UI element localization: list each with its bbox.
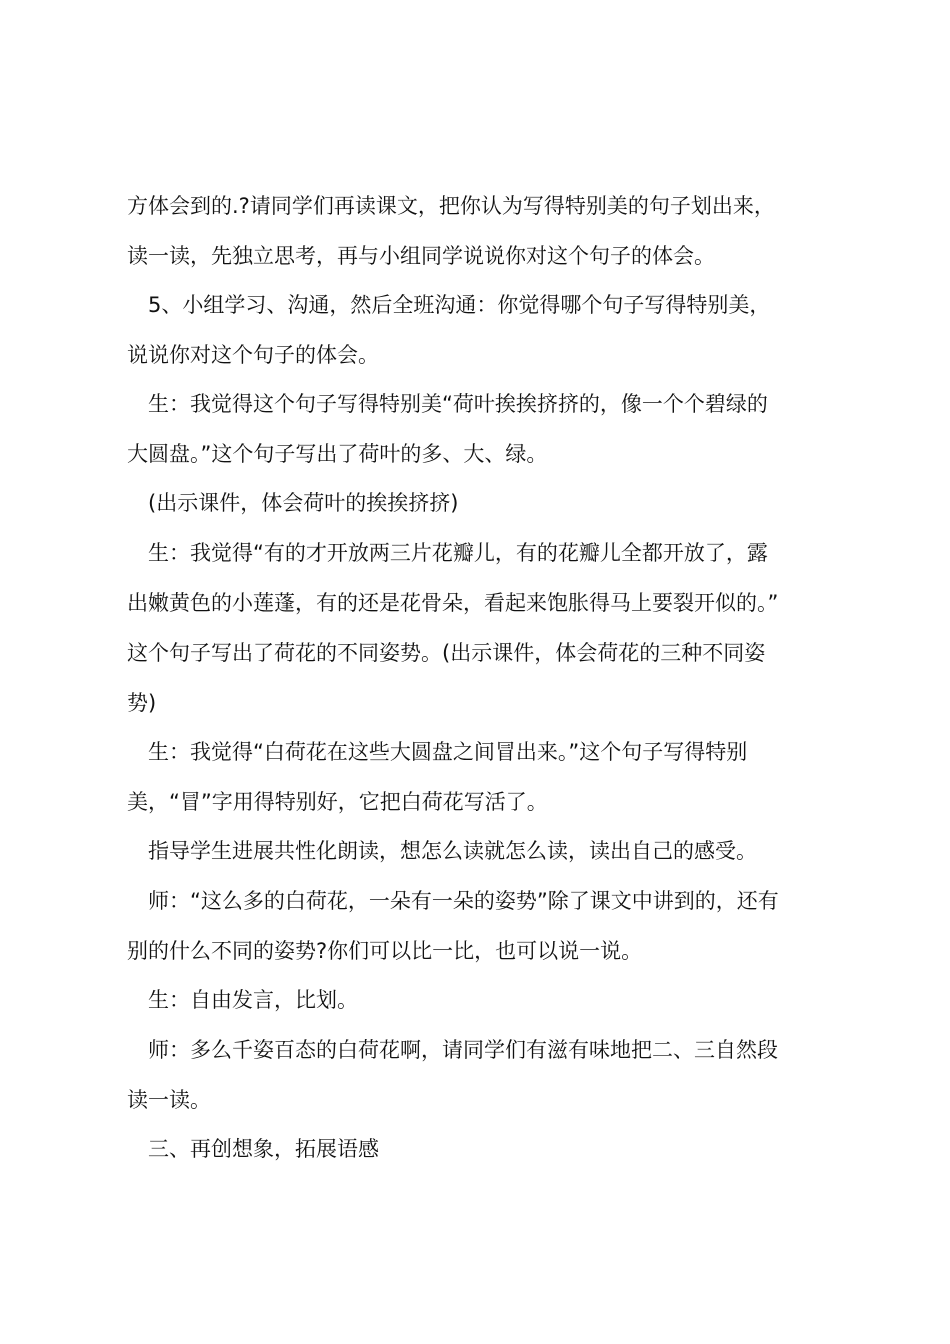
text-line: 师：多么千姿百态的白荷花啊，请同学们有滋有味地把二、三自然段 bbox=[127, 1038, 778, 1062]
text-line: 说说你对这个句子的体会。 bbox=[127, 343, 379, 367]
paragraph-11 bbox=[127, 1124, 833, 1174]
text-line: 这个句子写出了荷花的不同姿势。(出示课件，体会荷花的三种不同姿 bbox=[127, 641, 766, 665]
paragraph-8 bbox=[127, 876, 833, 976]
text-line: 势) bbox=[127, 691, 157, 715]
paragraph-6 bbox=[127, 727, 833, 827]
text-line: 美，“冒”字用得特别好，它把白荷花写活了。 bbox=[127, 790, 548, 814]
text-line: 方体会到的.?请同学们再读课文，把你认为写得特别美的句子划出来， bbox=[127, 194, 775, 218]
text-line: 读一读，先独立思考，再与小组同学说说你对这个句子的体会。 bbox=[127, 244, 715, 268]
text-line: 大圆盘。”这个句子写出了荷叶的多、大、绿。 bbox=[127, 442, 548, 466]
paragraph-3 bbox=[127, 379, 833, 479]
paragraph-2 bbox=[127, 280, 833, 380]
paragraph-7 bbox=[127, 826, 833, 876]
paragraph-1 bbox=[127, 181, 833, 281]
text-line: 出嫩黄色的小莲蓬，有的还是花骨朵，看起来饱胀得马上要裂开似的。” bbox=[127, 591, 779, 615]
text-line: 读一读。 bbox=[127, 1088, 211, 1112]
paragraph-10 bbox=[127, 1025, 833, 1125]
text-line: 别的什么不同的姿势?你们可以比一比，也可以说一说。 bbox=[127, 939, 643, 963]
text-line: 生：我觉得“有的才开放两三片花瓣儿，有的花瓣儿全都开放了，露 bbox=[127, 541, 768, 565]
text-line: 生：我觉得“白荷花在这些大圆盘之间冒出来。”这个句子写得特别 bbox=[127, 740, 748, 764]
text-line: 生：自由发言，比划。 bbox=[127, 988, 358, 1012]
text-line: 指导学生进展共性化朗读，想怎么读就怎么读，读出自己的感受。 bbox=[127, 839, 757, 863]
text-line: 5、小组学习、沟通，然后全班沟通：你觉得哪个句子写得特别美， bbox=[127, 293, 771, 317]
text-line: 师：“这么多的白荷花，一朵有一朵的姿势”除了课文中讲到的，还有 bbox=[127, 889, 779, 913]
paragraph-4 bbox=[127, 478, 833, 528]
paragraph-5 bbox=[127, 528, 833, 728]
text-line: 生：我觉得这个句子写得特别美“荷叶挨挨挤挤的，像一个个碧绿的 bbox=[127, 392, 768, 416]
text-line: 三、再创想象，拓展语感 bbox=[127, 1137, 379, 1161]
paragraph-9 bbox=[127, 975, 833, 1025]
text-line: (出示课件，体会荷叶的挨挨挤挤) bbox=[127, 491, 459, 515]
